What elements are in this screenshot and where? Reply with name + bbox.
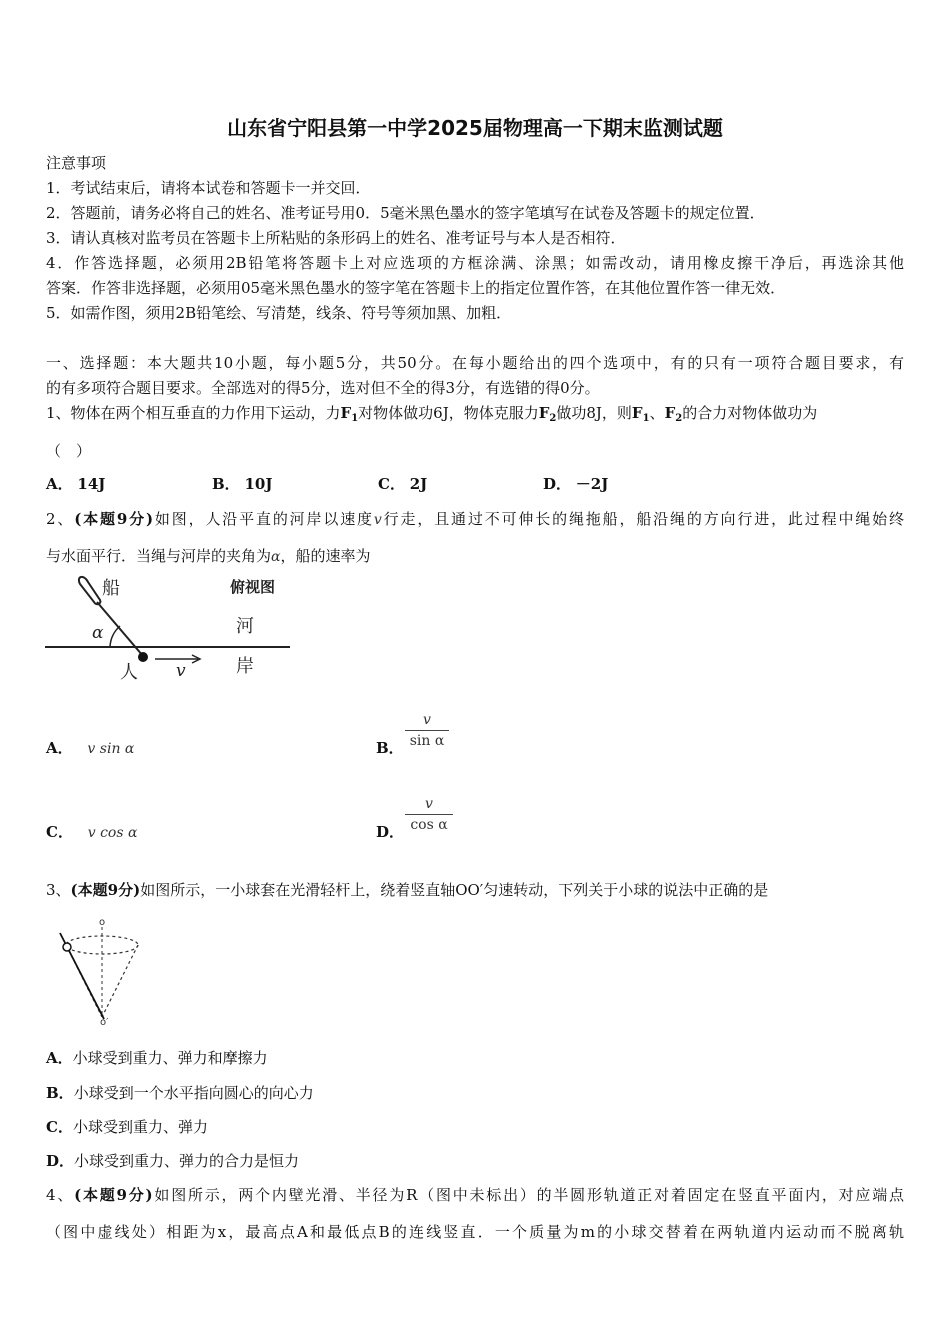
axis-top-label: o [99,917,106,928]
q3-cone-figure [52,915,152,1027]
boat-label: 船 [102,578,120,599]
q2-option-a[interactable]: A． v sin α [46,739,135,757]
q1-option-a[interactable]: A． 14J [46,475,106,493]
q2-option-d[interactable]: D． [376,823,405,841]
axis-bottom-label: o′ [100,1017,109,1027]
notice-heading: 注意事项 [46,154,107,172]
question-4-stem-cont: （图中虚线处）相距为x，最高点A和最低点B的连线竖直．一个质量为m的小球交替着在两轨道内运动而不脱离轨 [46,1223,904,1241]
question-2-stem-cont: 与水面平行．当绳与河岸的夹角为α，船的速率为 [46,547,371,565]
angle-arc [110,626,120,647]
question-1-stem: 1、物体在两个相互垂直的力作用下运动，力$F_1$对物体做功6J，物体克服力$F_2$做功8J，则$F_1$、$F_2$的合力对物体做功为 [46,404,818,424]
boat-shape [79,577,100,604]
q1-option-c[interactable]: C． 2J [378,475,428,493]
q1-option-b[interactable]: B． 10J [212,475,273,493]
question-4-stem: 4、(本题9分)如图所示，两个内壁光滑、半径为R（图中未标出）的半圆形轨道正对着固定在竖直平面内，对应端点 [46,1186,904,1204]
q2-option-b-fraction: v sin α [405,712,449,749]
q1-option-d[interactable]: D． －2J [543,475,609,493]
person-label: 人 [120,662,138,683]
q2-river-figure [40,570,300,690]
section-heading: 一、选择题：本大题共10小题，每小题5分，共50分。在每小题给出的四个选项中，有的只有一项符合题目要求，有 [46,354,904,372]
q3-option-b[interactable]: B．小球受到一个水平指向圆心的向心力 [46,1084,314,1102]
question-1-blank: （ ） [46,442,92,460]
notice-item: 4．作答选择题，必须用2B铅笔将答题卡上对应选项的方框涂满、涂黑；如需改动，请用橡皮擦干净后，再选涂其他 [46,254,904,272]
q3-option-d[interactable]: D．小球受到重力、弹力的合力是恒力 [46,1152,300,1170]
ball-icon [63,943,71,951]
notice-item: 1．考试结束后，请将本试卷和答题卡一并交回． [46,179,371,197]
question-2-stem: 2、(本题9分)如图，人沿平直的河岸以速度v行走，且通过不可伸长的绳拖船，船沿绳的方向行进，此过程中绳始终 [46,510,904,528]
person-dot [138,652,148,662]
q2-option-c[interactable]: C． v cos α [46,823,138,841]
page-title: 山东省宁阳县第一中学2025届物理高一下期末监测试题 [227,116,723,140]
notice-item: 5．如需作图，须用2B铅笔绘、写清楚，线条、符号等须加黑、加粗． [46,304,512,322]
notice-item: 2．答题前，请务必将自己的姓名、准考证号用0．5毫米黑色墨水的签字笔填写在试卷及答题卡的规定位置． [46,204,765,222]
top-view-label: 俯视图 [230,578,276,596]
cone-right-edge [102,945,138,1017]
q2-option-d-fraction: v cos α [405,796,453,833]
notice-item: 答案．作答非选择题，必须用05毫米黑色墨水的签字笔在答题卡上的指定位置作答，在其他位置作答一律无效． [46,279,786,297]
river-label: 河 [236,616,254,637]
velocity-label: v [176,661,186,681]
q3-option-c[interactable]: C．小球受到重力、弹力 [46,1118,208,1136]
section-heading-cont: 的有多项符合题目要求。全部选对的得5分，选对但不全的得3分，有选错的得0分。 [46,379,600,397]
q3-option-a[interactable]: A．小球受到重力、弹力和摩擦力 [46,1049,268,1067]
question-3-stem: 3、(本题9分)如图所示，一小球套在光滑轻杆上，绕着竖直轴OO′匀速转动，下列关于小球的说法中正确的是 [46,881,769,899]
q2-option-b[interactable]: B． [376,739,404,757]
alpha-label: α [92,623,104,643]
bank-label: 岸 [236,656,254,677]
notice-item: 3．请认真核对监考员在答题卡上所粘贴的条形码上的姓名、准考证号与本人是否相符． [46,229,626,247]
